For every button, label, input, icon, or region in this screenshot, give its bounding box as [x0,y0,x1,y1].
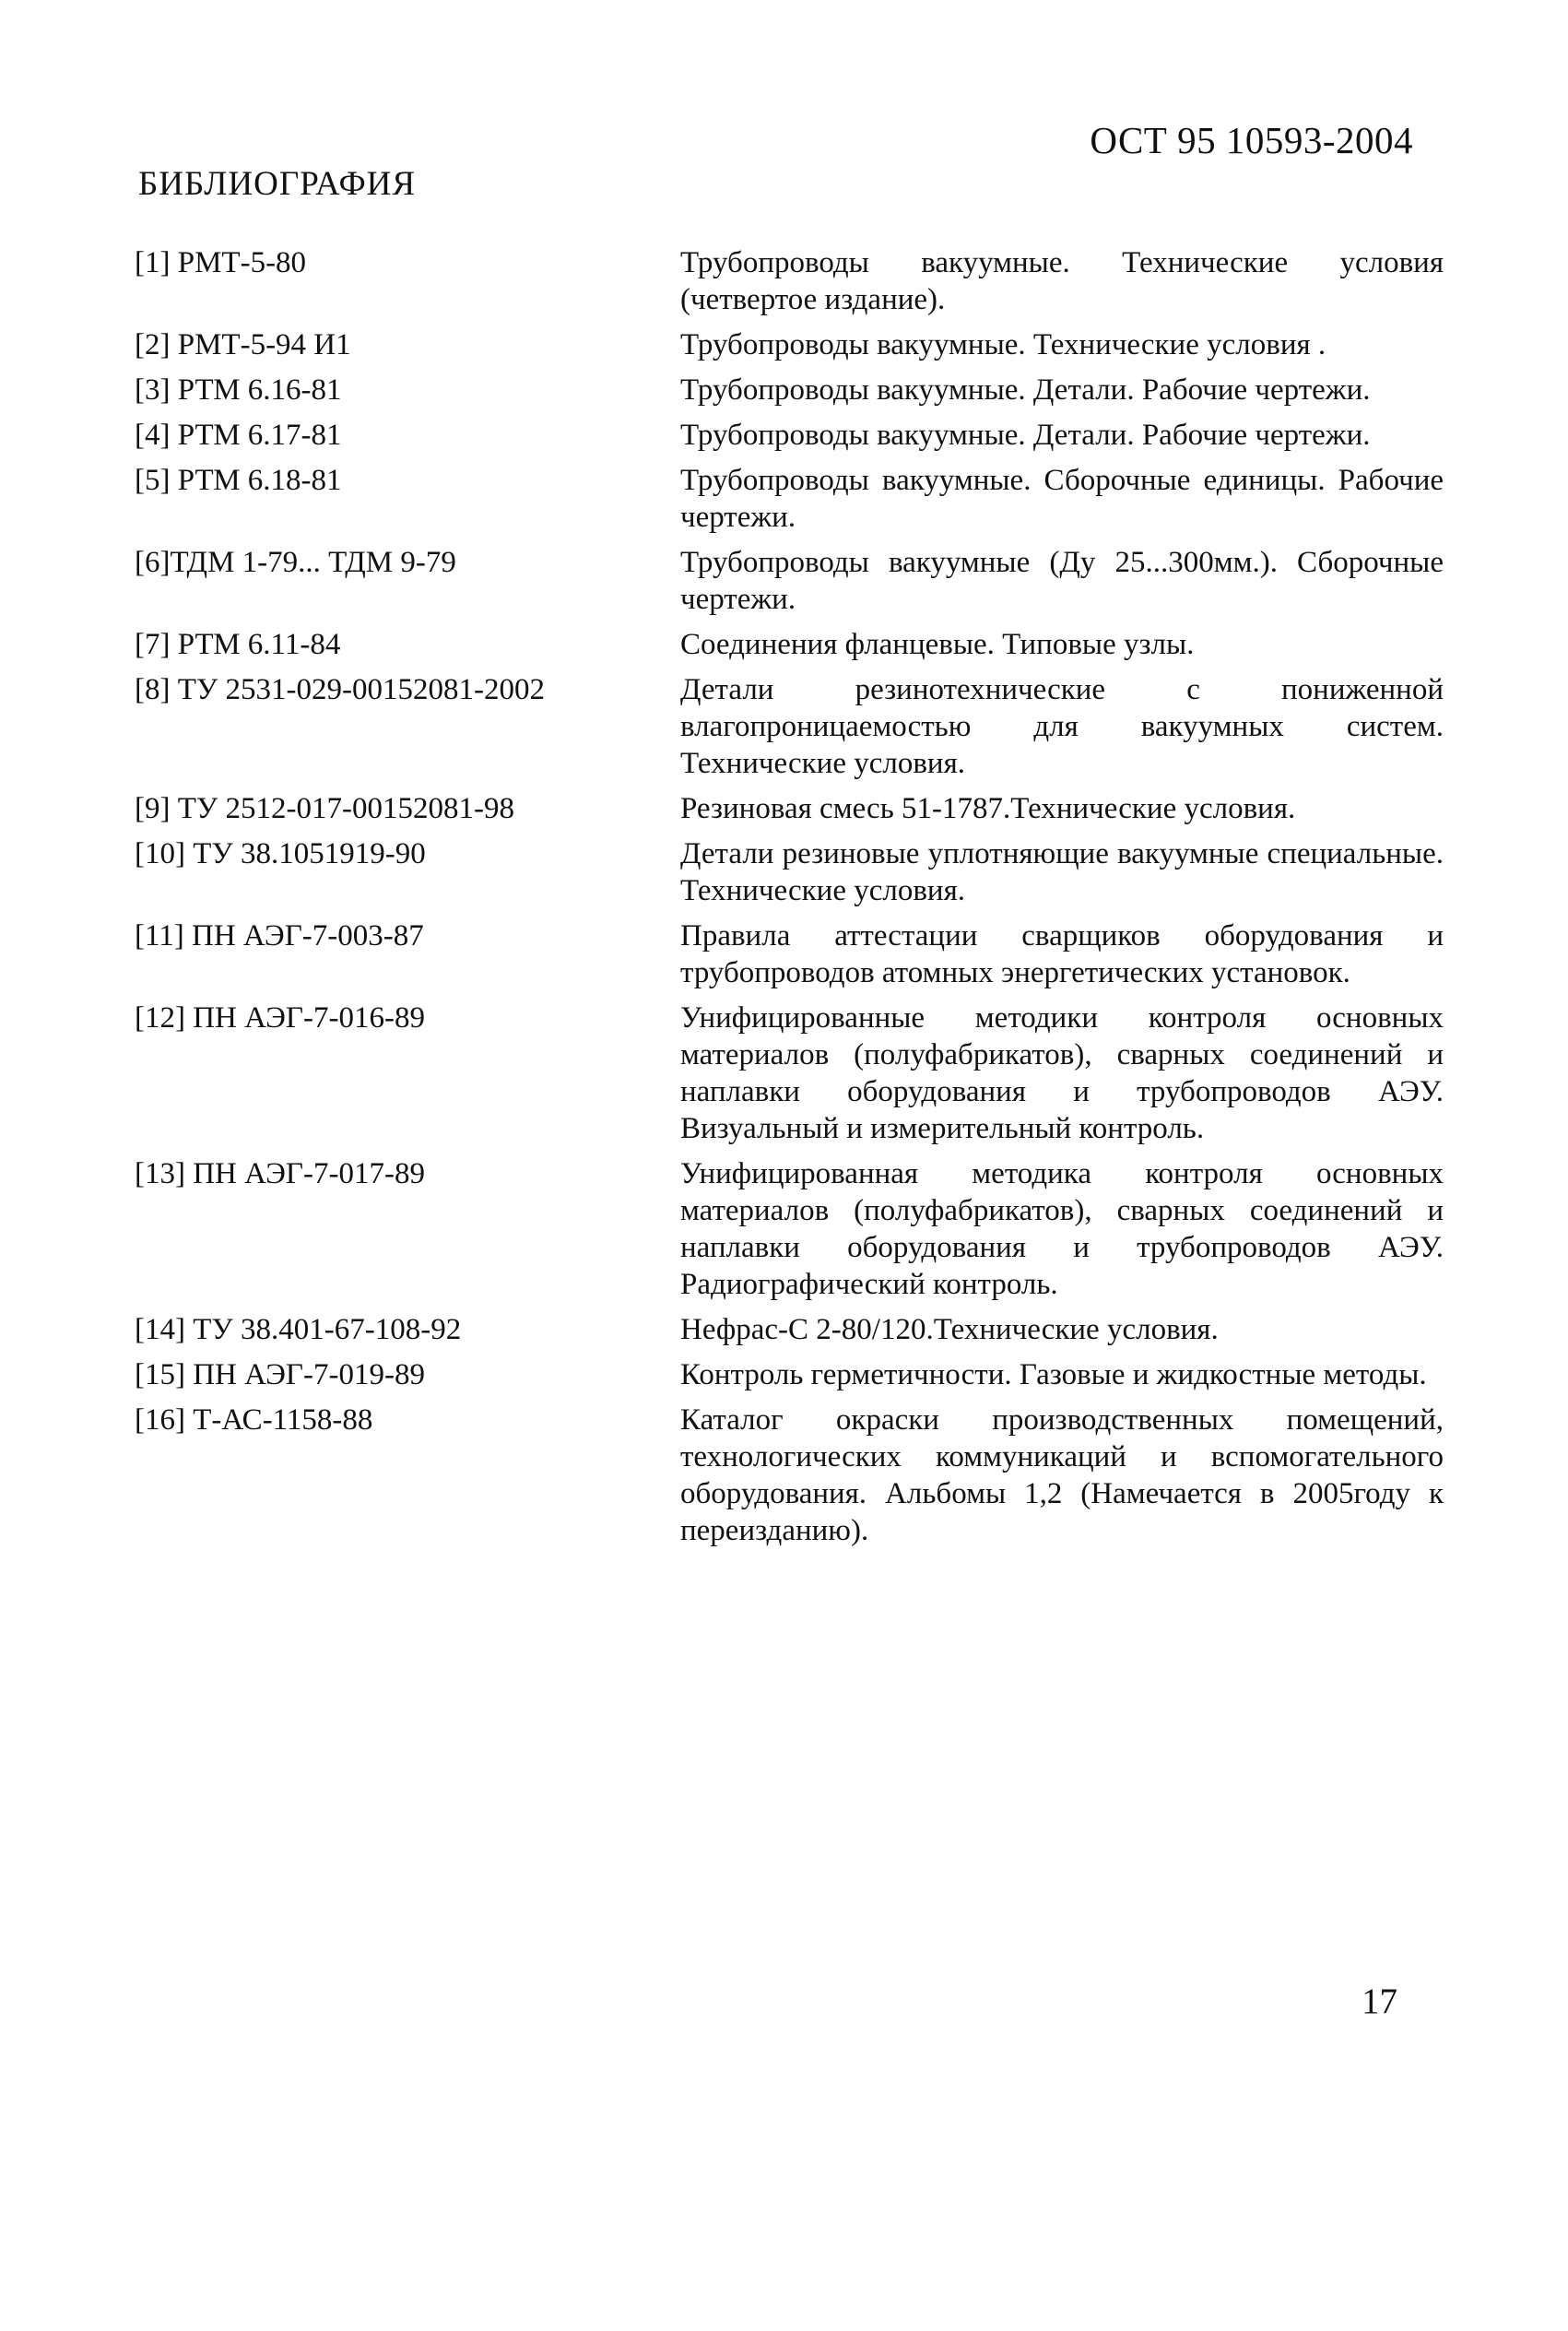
reference-code: [15] ПН АЭГ-7-019-89 [135,1358,425,1391]
reference-code: [10] ТУ 38.1051919-90 [135,837,426,870]
reference-description: Трубопроводы вакуумные. Технические условия . [680,328,1326,361]
reference-code: [1] РМТ-5-80 [135,246,307,279]
reference-code: [14] ТУ 38.401-67-108-92 [135,1313,462,1346]
reference-code: [7] РТМ 6.11-84 [135,628,341,661]
bibliography-entry [135,417,1444,454]
reference-description: Трубопроводы вакуумные. Технические условия (четвертое издание). [680,246,1444,316]
bibliography-entry [135,1402,1444,1549]
reference-description: Унифицированная методика контроля основных материалов (полуфабрикатов), сварных соединений и наплавки оборудования и трубопроводов АЭУ. Радиографический контроль. [680,1157,1444,1301]
reference-code: [12] ПН АЭГ-7-016-89 [135,1001,425,1035]
reference-code: [6]ТДМ 1-79... ТДМ 9-79 [135,546,456,579]
reference-code: [3] РТМ 6.16-81 [135,373,342,407]
reference-description: Детали резиновые уплотняющие вакуумные специальные. Технические условия. [680,837,1444,907]
reference-code: [5] РТМ 6.18-81 [135,464,342,497]
bibliography-entry [135,626,1444,663]
reference-description: Трубопроводы вакуумные. Детали. Рабочие чертежи. [680,373,1371,407]
document-code: ОСТ 95 10593-2004 [1090,119,1413,161]
reference-code: [13] ПН АЭГ-7-017-89 [135,1157,425,1190]
bibliography-entry [135,1356,1444,1393]
reference-description: Каталог окраски производственных помещений, технологических коммуникаций и вспомогательного оборудования. Альбомы 1,2 (Намечается в 2005году к переизданию). [680,1403,1444,1547]
reference-description: Резиновая смесь 51-1787.Технические условия. [680,792,1296,825]
reference-description: Детали резинотехнические с пониженной влагопроницаемостью для вакуумных систем. Технические условия. [680,673,1444,780]
reference-code: [9] ТУ 2512-017-00152081-98 [135,792,514,825]
reference-description: Соединения фланцевые. Типовые узлы. [680,628,1195,661]
bibliography-entry [135,917,1444,991]
bibliography-entry [135,1155,1444,1303]
bibliography-entry [135,244,1444,318]
reference-code: [4] РТМ 6.17-81 [135,419,342,452]
reference-code: [16] Т-АС-1158-88 [135,1403,373,1437]
reference-code: [2] РМТ-5-94 И1 [135,328,351,361]
bibliography-entry [135,372,1444,408]
bibliography-list [135,244,1444,1557]
reference-description: Унифицированные методики контроля основных материалов (полуфабрикатов), сварных соединений и наплавки оборудования и трубопроводов АЭУ. Визуальный и измерительный контроль. [680,1001,1444,1145]
reference-description: Трубопроводы вакуумные (Ду 25...300мм.). Сборочные чертежи. [680,546,1444,616]
page-number: 17 [1362,1982,1397,2021]
bibliography-entry [135,835,1444,909]
reference-description: Трубопроводы вакуумные. Детали. Рабочие чертежи. [680,419,1371,452]
bibliography-entry [135,544,1444,618]
bibliography-entry [135,1311,1444,1348]
bibliography-entry [135,462,1444,536]
reference-description: Трубопроводы вакуумные. Сборочные единицы. Рабочие чертежи. [680,464,1444,534]
reference-code: [11] ПН АЭГ-7-003-87 [135,919,424,953]
reference-description: Нефрас-С 2-80/120.Технические условия. [680,1313,1219,1346]
bibliography-entry [135,671,1444,782]
reference-code: [8] ТУ 2531-029-00152081-2002 [135,673,545,706]
bibliography-entry [135,326,1444,363]
reference-description: Правила аттестации сварщиков оборудования и трубопроводов атомных энергетических установок. [680,919,1444,989]
reference-description: Контроль герметичности. Газовые и жидкостные методы. [680,1358,1427,1391]
section-title: БИБЛИОГРАФИЯ [138,165,417,203]
bibliography-entry [135,790,1444,827]
bibliography-entry [135,1000,1444,1147]
